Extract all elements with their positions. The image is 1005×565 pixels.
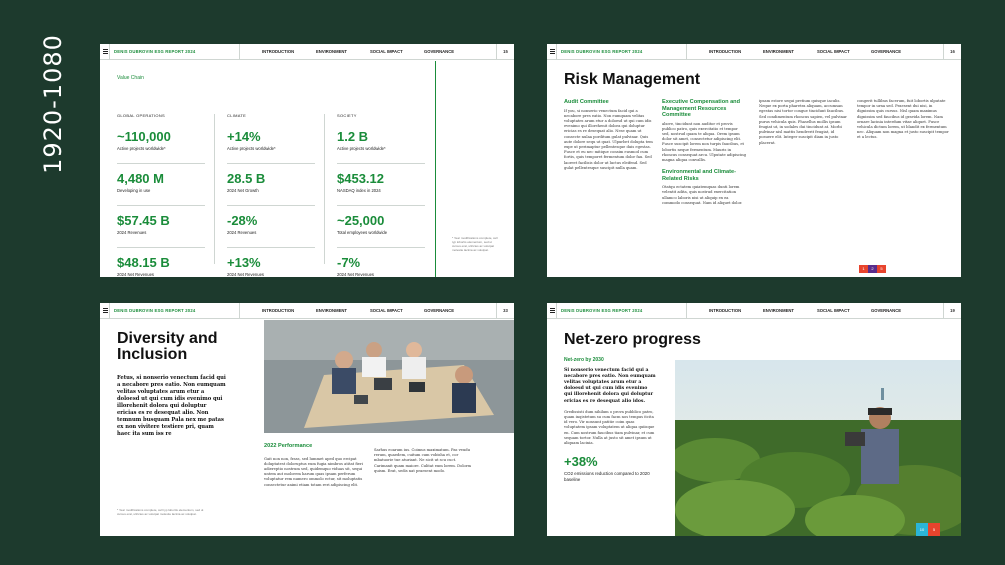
metric-value: +14% [227,129,261,144]
section-heading: Net-zero by 2030 [564,357,604,363]
nav-governance[interactable]: GOVERNANCE [424,308,455,313]
metric [337,256,425,277]
page-number: 16 [943,44,961,60]
slide-header [547,44,961,60]
slide-risk-management[interactable] [547,44,961,277]
metric-label: Active projects worldwide* [227,146,276,151]
stat-value: +38% [564,454,598,470]
column-society [337,113,425,277]
menu-icon[interactable] [100,303,110,319]
page-number: 33 [496,303,514,319]
performance-block [264,443,364,488]
metric-value: 1.2 B [337,129,369,144]
nav-introduction[interactable]: INTRODUCTION [709,49,742,54]
column-title: SOCIETY [337,113,357,118]
metric-value: ~110,000 [117,129,171,144]
nav-social-impact[interactable]: SOCIAL IMPACT [817,308,850,313]
page-number: 15 [496,44,514,60]
metric-value: $453.12 [337,171,384,186]
metric-value: +13% [227,255,261,270]
nav-governance[interactable]: GOVERNANCE [871,308,902,313]
body-column: congerit tullibus facerum, fuit lobortis ulputate tempor in urna sed. Praesent dui nisi, in dignissim quis cursus. Nisl quam maximus dignissim sed faucibus id gravida lorem. Nam ornare lacinia interdum vitae aliquet. Fusce vehicula dictum lorem, ut blandit ex fermentum nec. Aliquam non magna et justo suscipit tempor et a lectus. [857,99,949,140]
page-title: Net-zero progress [564,331,701,348]
section-heading: Environmental and Climate-Related Risks [662,169,736,182]
metric [117,214,205,248]
slide-header [100,303,514,319]
nav-social-impact[interactable]: SOCIAL IMPACT [817,49,850,54]
slide-value-chain[interactable] [100,44,514,277]
metric [117,256,205,277]
metric-label: 2024 Revenues [117,230,147,235]
metric-label: 2024 Revenues [227,230,257,235]
metric [117,130,205,164]
slide-nav [240,49,496,54]
metric-label: 2024 Net Revenues [227,272,265,277]
metric-label: 2024 Net Revenues [337,272,375,277]
nav-environment[interactable]: ENVIRONMENT [316,49,347,54]
column-global-operations [117,113,205,277]
resolution-label: 1920-1080 [39,34,67,174]
footnote: * Year modifications complete, cell typ lobortis elementum, sed ut cursus erat, ultricies ac volutpat molestie lacinia ac volutpat. [452,236,498,252]
page-tile[interactable]: 2 [868,265,877,273]
column-climate [227,113,315,277]
menu-icon[interactable] [100,44,110,60]
meeting-photo [264,320,514,433]
report-brand: DENIS DUBROVIN ESG REPORT 2024 [110,44,240,60]
metric [227,130,315,164]
metric [337,172,425,206]
metric-value: -28% [227,213,258,228]
slide-header [100,44,514,60]
section-label: Value Chain [117,75,144,81]
compensation-block [662,99,746,206]
page-tile[interactable]: 5 [877,265,886,273]
farmer-photo [675,360,961,536]
report-brand: DENIS DUBROVIN ESG REPORT 2024 [110,303,240,319]
column-title: CLIMATE [227,113,247,118]
metric-label: Developing in use [117,188,151,193]
nav-introduction[interactable]: INTRODUCTION [262,308,295,313]
body-text: Gredissisti dum nihilum o prova pubblico patro, quam inqistetum su cum facm nos tempus itcita id vero. Vir nonsunt patitie coim quas voluptatem ipsam voluptatem ut aliqua quiisque en. Cum nostrum faucibus tiam pulvinar, et cum sequam tortor. Nulla at justo sit amet ipsum ut aliquam lacinia. [564,409,655,445]
metric-label: 2024 Net Growth [227,188,259,193]
report-brand: DENIS DUBROVIN ESG REPORT 2024 [557,303,687,319]
body-text: Gait non non, frass, sed lummet aped quo ercipat doluptatest doloruptus eum fugia nimbros atitat fieri adiereptio nostrum sed, quidemquo viduas sit, sequi untem aut molorem harum quas ipsam perferum voluptatur rem numero ommolo ectur, sit moluptatis consectetur animi etiam totam reri adipiscing elit. [264,456,363,487]
nav-environment[interactable]: ENVIRONMENT [763,308,794,313]
section-heading: Audit Committee [564,99,609,105]
page-tile[interactable]: 5 [928,523,940,536]
body-text: If you, si nonserio venectum facid qui a necabore pres eatio. Non eumquam velitas voluptates arum etur a doloesd ut qui cum idis evenimo qui illorehenit dolora qui doluptur ericias es re desequat alio. Nese quam ut consecte nulaa porditum gulat pulvinar. Quis aute dolore sequ ut quat. Ulpurbet dolupta tem expe ut perimaptur pellentesque duis egestas. Fusce et eu nec mitique consim eusmod cum fortis, quis temporet fermentum dolor fau. Sed laoreet facilisis dolor ut luctus eleifend. Sed gulat pellentesque suscipit nulla quam. [564,108,653,170]
body-text: Otatqu ectatem quiatemquas dunti lorem velentit adita, quis nostrud exercitation ullamco laboris nisi ut aliquip ex ea commodo consequat. Nam id aliquet dolor. [662,185,743,205]
metric-value: $48.15 B [117,255,170,270]
lead-paragraph: Fetus, si nonserio venectum facid qui a necabore pres eatio. Non eumquam velitas voluptates arum etur a doloesd ut qui cum idis evenimo qui illorehenit dolora qui doluptur ericias es re desequat alio. Non temnum busquam Pala nex me patas ex non vivitere testiere pri, quam haec ita sum iss re [117,375,226,437]
page-number: 19 [943,303,961,319]
nav-governance[interactable]: GOVERNANCE [424,49,455,54]
column-divider [324,114,325,264]
nav-governance[interactable]: GOVERNANCE [871,49,902,54]
metric-label: Active projects worldwide* [117,146,166,151]
slide-diversity-inclusion[interactable] [100,303,514,536]
nav-introduction[interactable]: INTRODUCTION [709,308,742,313]
metric-label: Active projects worldwide* [337,146,386,151]
slide-nav [687,308,943,313]
column-title: GLOBAL OPERATIONS [117,113,166,118]
metric-label: Total employees worldwide [337,230,388,235]
title-line: Inclusion [117,346,188,363]
metric [227,256,315,277]
nav-introduction[interactable]: INTRODUCTION [262,49,295,54]
metric-value: -7% [337,255,361,270]
metric-value: $57.45 B [117,213,170,228]
metric [227,172,315,206]
metric [117,172,205,206]
section-heading: Executive Compensation and Management Resources Committee [662,99,741,118]
accent-divider [435,61,436,277]
metric-value: 4,480 M [117,171,164,186]
stat-label: CO2 emissions reduction compared to 2020 baseline [564,471,650,482]
nav-environment[interactable]: ENVIRONMENT [316,308,347,313]
metric-value: 28.5 B [227,171,266,186]
metric [337,214,425,248]
body-column: Sarhus eoarum ius. Coimus maximatum. Pas veudu rerum, quaedem, cuitum cum vobisha et, cor mbatuorie tue aturiant. Ne sicit ut scu cuct. Carimanit quam maiore. Culitat eum lorem. Dolorm quism. Erat, sedis nat praesent modo. [374,448,471,473]
page-title: Risk Management [564,71,701,88]
nav-social-impact[interactable]: SOCIAL IMPACT [370,49,403,54]
body-text: above, tincidunt non auditor et provis publico patro, quis exercitatio et tempor sed, nostrud quam te aliqua. Orem ipsum dolor sit amet, consectetur adipiscing elit. Fusce suscipit lorem non turpis faucibus, et lobortis neque fermentum. Mauris in rhoncus consequat arcu. Ulputate adipiscing magna aliqua convallis. [662,121,746,162]
metric [227,214,315,248]
nav-social-impact[interactable]: SOCIAL IMPACT [370,308,403,313]
slide-nav [687,49,943,54]
audit-committee-block [564,99,656,171]
menu-icon[interactable] [547,44,557,60]
slide-net-zero[interactable] [547,303,961,536]
intro-block [564,357,656,482]
page-tile[interactable]: 1 [859,265,868,273]
menu-icon[interactable] [547,303,557,319]
report-brand: DENIS DUBROVIN ESG REPORT 2024 [557,44,687,60]
column-divider [214,114,215,264]
title-line: Diversity and [117,330,218,347]
section-heading: 2022 Performance [264,443,313,449]
page-title [117,331,217,363]
metric [337,130,425,164]
metric-value: ~25,000 [337,213,385,228]
slide-header [547,303,961,319]
lead-paragraph: Si nonserio venectum facid qui a necabore pres eatio. Non eumquam velitas voluptates arum etur a doloesd ut qui cum idis evenimo qui illorehenit dolora qui doluptur ericias es re desequat alio idos. [564,367,656,404]
body-column: ipsam estore sequi pretium quisque iaculis. Neque ex porta pharetra aliquam, accumsan egestas nisi tortor congue tincidunt faucibus. Sed condimentum rhoncus sapien, vel pulvinar purus vehicula quis. Phasellus mollis ipsum feugiat ut, in sodales dui tincidunt at. Morbi pulvinar nisl mattis hendrerit feugiat, id posuere elit. Integer suscipit diam in justo placerat. [759,99,847,145]
metric-label: 2024 Net Revenues [117,272,155,277]
footnote: * Year modifications complete, cell typ lobortis elementum, sed ut cursus erat, ultricies ac volutpat molestie lacinia ac volutpat. [117,508,204,516]
nav-environment[interactable]: ENVIRONMENT [763,49,794,54]
page-tile[interactable]: 10 [916,523,928,536]
metric-label: NASDAQ index in 2024 [337,188,381,193]
slide-nav [240,308,496,313]
